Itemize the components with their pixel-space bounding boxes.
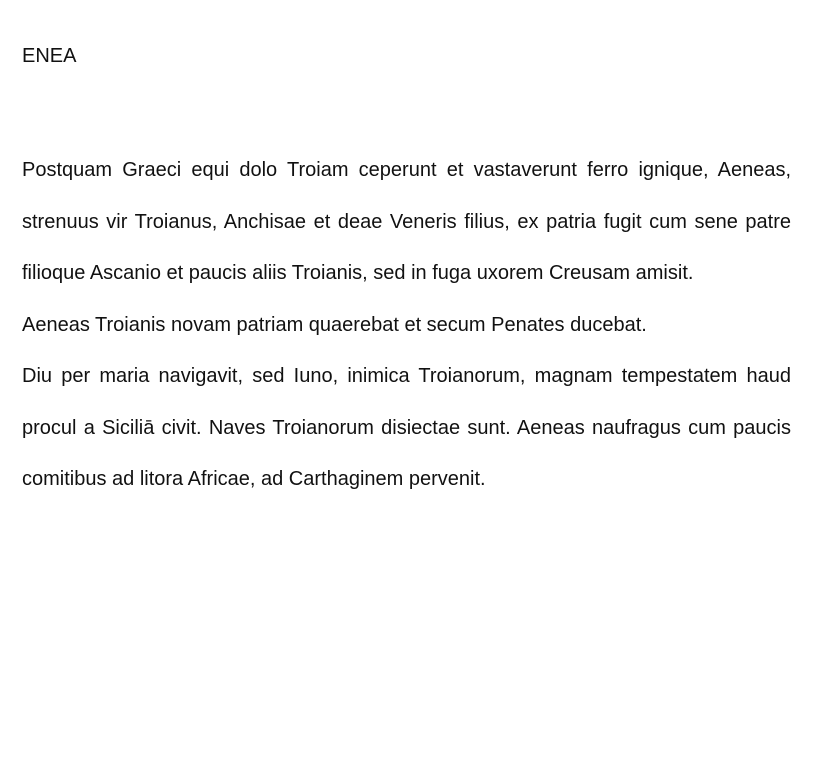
document-title: ENEA (22, 45, 77, 67)
paragraph-1: Postquam Graeci equi dolo Troiam ceperunt et vastaverunt ferro ignique, Aeneas, strenuus vir Troianus, Anchisae et deae Veneris filius, ex patria fugit cum sene patre filioque Ascanio et paucis aliis Troianis, sed in fuga uxorem Creusam amisit. (22, 159, 791, 284)
paragraph-2: Aeneas Troianis novam patriam quaerebat et secum Penates ducebat. (22, 313, 647, 336)
document-body (22, 145, 791, 506)
paragraph-3: Diu per maria navigavit, sed Iuno, inimica Troianorum, magnam tempestatem haud procul a Siciliā civit. Naves Troianorum disiectae sunt. Aeneas naufragus cum paucis comitibus ad litora Africae, ad Carthaginem pervenit. (22, 365, 791, 490)
